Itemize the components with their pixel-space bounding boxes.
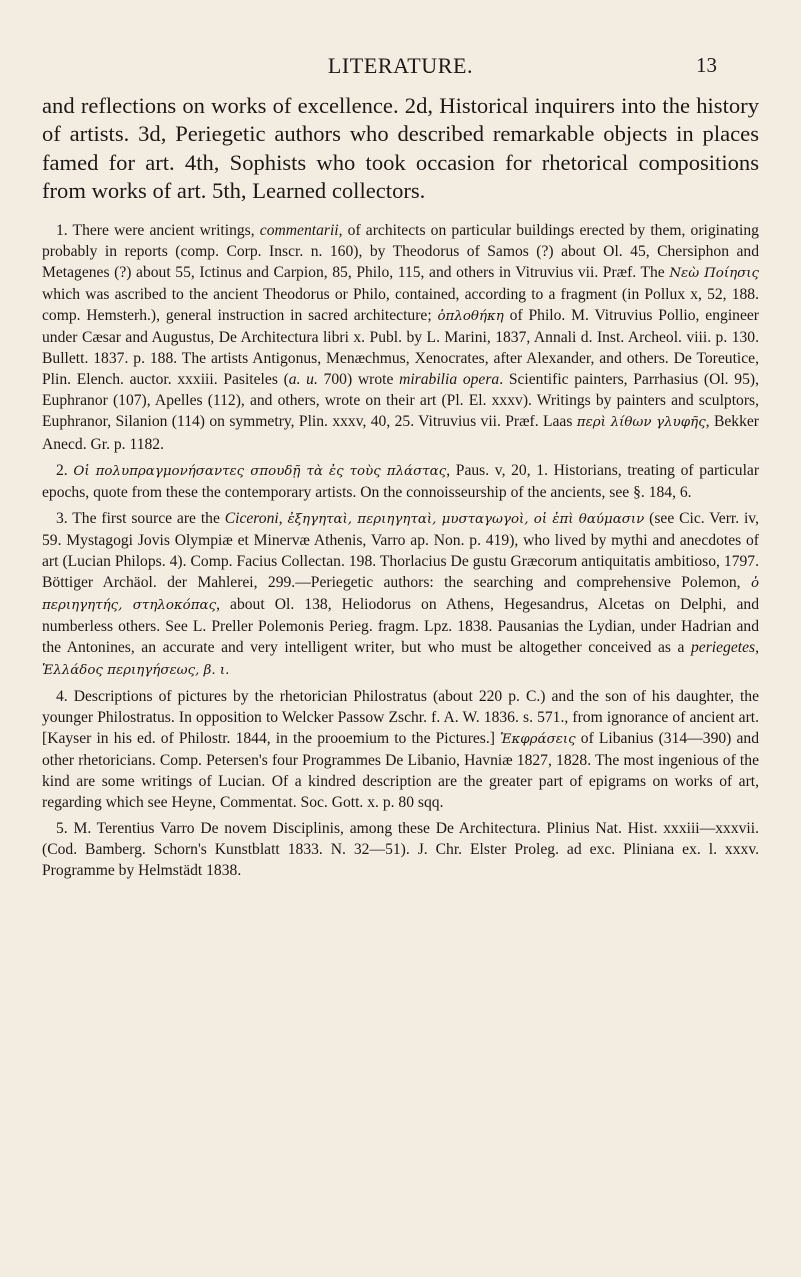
note-3: 3. The first source are the Ciceroni, ἐξηγηταὶ, περιηγηταὶ, μυσταγωγοὶ, οἱ ἐπὶ θαύμασιν (see Cic. Verr. iv, 59. Mystagogi Jovis Olympiæ et Minervæ Athenis, Varro ap. Non. p. 419), who lived by mythi and anecdotes of art (Lucian Philops. 4). Comp. Facius Collectan. 198. Thorlacius De gustu Græcorum antiquitatis ambitioso, 1797. Böttiger Archäol. der Mahlerei, 299.—Periegetic authors: the searching and comprehensive Polemon, ὁ περιηγητής, στηλοκόπας, about Ol. 138, Heliodorus on Athens, Hegesandrus, Alcetas on Delphi, and numberless others. See L. Preller Polemonis Perieg. fragm. Lpz. 1838. Pausanias the Lydian, under Hadrian and the Antonines, an accurate and very intelligent writer, but who must be altogether conceived as a periegetes, Ἑλλάδος περιηγήσεως, β. ι. [42, 509, 759, 678]
note-5: 5. M. Terentius Varro De novem Disciplinis, among these De Architectura. Plinius Nat. Hist. xxxiii—xxxvii. (Cod. Bamberg. Schorn's Kunstblatt 1833. N. 32—51). J. Chr. Elster Proleg. ad exc. Pliniana ex. l. xxxv. Programme by Helmstädt 1838. [42, 820, 759, 880]
intro-paragraph: and reflections on works of excellence. 2d, Historical inquirers into the history of artists. 3d, Periegetic authors who described remarkable objects in places famed for art. 4th, Sophists who took occasion for rhetorical compositions from works of art. 5th, Learned collectors. [42, 93, 759, 204]
running-head [42, 0, 759, 92]
running-title: LITERATURE. [327, 53, 474, 78]
note-1: 1. There were ancient writings, commentarii, of architects on particular buildings erected by them, originating probably in reports (comp. Corp. Inscr. n. 160), by Theodorus of Samos (?) about Ol. 45, Chersiphon and Metagenes (?) about 55, Ictinus and Carpion, 85, Philo, 115, and others in Vitruvius vii. Præf. The Νεὼ Ποίησις which was ascribed to the ancient Theodorus or Philo, contained, according to a fragment (in Pollux x, 52, 188. comp. Hemsterh.), general instruction in sacred architecture; ὁπλοθήκη of Philo. M. Vitruvius Pollio, engineer under Cæsar and Augustus, De Architectura libri x. Publ. by L. Marini, 1837, Annali d. Inst. Archeol. viii. p. 130. Bullett. 1837. p. 188. The artists Antigonus, Menæchmus, Xenocrates, after Alexander, and others. De Toreutice, Plin. Elench. auctor. xxxiii. Pasiteles (a. u. 700) wrote mirabilia opera. Scientific painters, Parrhasius (Ol. 95), Euphranor (107), Apelles (112), and others, wrote on their art (Pl. El. xxxv). Writings by painters and sculptors, Euphranor, Silanion (114) on symmetry, Plin. xxxv, 40, 25. Vitruvius vii. Præf. Laas περὶ λίθων γλυφῆς, Bekker Anecd. Gr. p. 1182. [42, 221, 760, 453]
note-4: 4. Descriptions of pictures by the rhetorician Philostratus (about 220 p. C.) and the son of his daughter, the younger Philostratus. In opposition to Welcker Passow Zschr. f. A. W. 1836. s. 571., from ignorance of ancient art. [Kayser in his ed. of Philostr. 1844, in the prooemium to the Pictures.] Ἐκφράσεις of Libanius (314—390) and other rhetoricians. Comp. Petersen's four Programmes De Libanio, Havniæ 1827, 1828. The most ingenious of the kind are some writings of Lucian. Of a kindred description are the greater part of epigrams on works of art, regarding which see Heyne, Commentat. Soc. Gott. x. p. 80 sqq. [42, 687, 759, 812]
note-2: 2. Οἱ πολυπραγμονήσαντες σπουδῇ τὰ ἐς τοὺς πλάστας, Paus. v, 20, 1. Historians, treating of particular epochs, quote from these the contemporary artists. On the connoisseurship of the ancients, see §. 184, 6. [42, 461, 760, 501]
page-number: 13 [696, 53, 717, 77]
